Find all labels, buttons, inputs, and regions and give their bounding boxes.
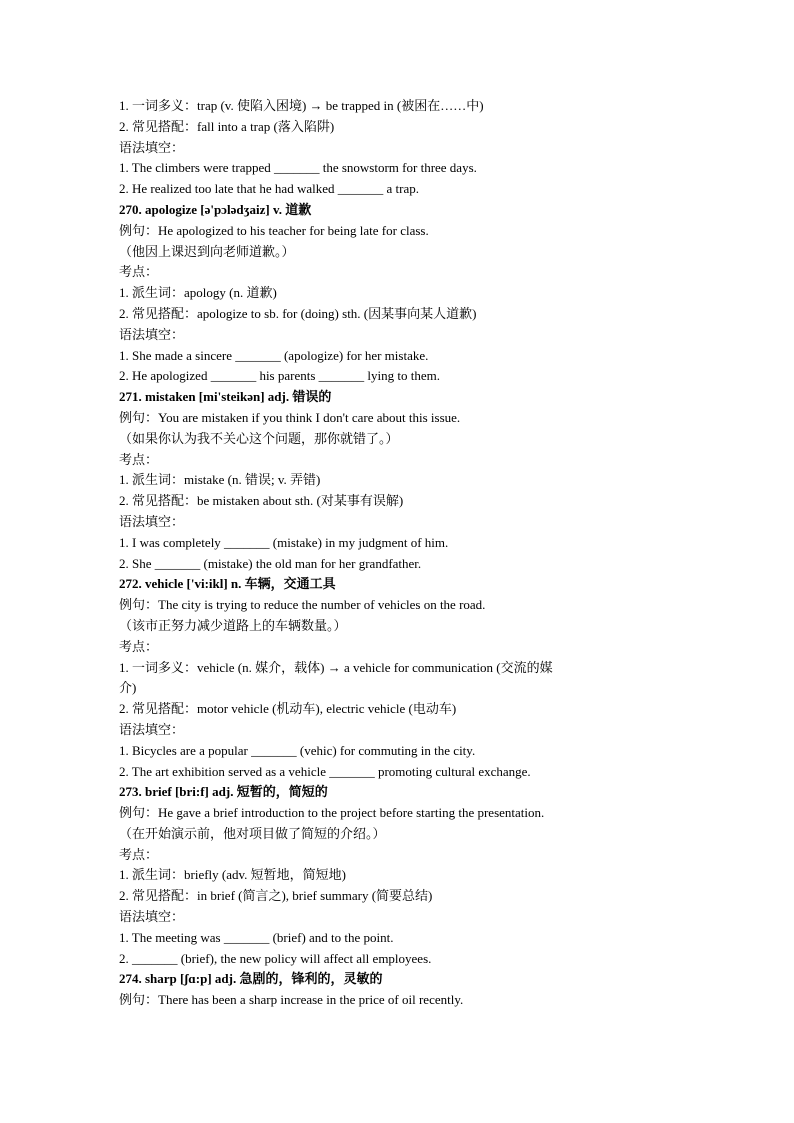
document-page [119,96,679,1011]
text-line: 考点： [119,638,159,654]
text-line: 1. The climbers were trapped _______ the snowstorm for three days. [119,160,477,176]
text-line: 2. 常见搭配：in brief (简言之), brief summary (简要总结) [119,888,433,904]
text-line: 考点： [119,451,159,467]
text-line: 例句：He apologized to his teacher for being late for class. [119,222,429,238]
text-line: 例句：You are mistaken if you think I don't care about this issue. [119,409,461,425]
text-line: 1. 一词多义：vehicle (n. 媒介，载体) → a vehicle for communication (交流的媒 [119,659,553,675]
text-line: 语法填空： [119,139,185,155]
text-line: （该市正努力减少道路上的车辆数量。） [119,617,347,633]
text-line: 2. 常见搭配：apologize to sb. for (doing) sth. (因某事向某人道歉) [119,305,477,321]
text-line: 介) [119,680,137,696]
text-line: 1. 派生词：briefly (adv. 短暂地，简短地) [119,867,346,883]
text-line: 语法填空： [119,721,185,737]
text-line: 考点： [119,264,159,280]
text-line: 例句：He gave a brief introduction to the project before starting the presentation. [119,805,545,821]
text-line: 2. The art exhibition served as a vehicle _______ promoting cultural exchange. [119,763,531,779]
text-line: 2. She _______ (mistake) the old man for her grandfather. [119,555,422,571]
text-line: 2. He realized too late that he had walked _______ a trap. [119,181,419,197]
text-line: 语法填空： [119,326,185,342]
text-line: 2. He apologized _______ his parents _______ lying to them. [119,368,440,384]
text-line: （如果你认为我不关心这个问题，那你就错了。） [119,430,399,446]
entry-heading: 274. sharp [ʃɑ:p] adj. 急剧的，锋利的，灵敏的 [119,971,383,987]
entry-heading: 271. mistaken [mi'steikən] adj. 错误的 [119,389,332,405]
text-line: 1. 一词多义：trap (v. 使陷入困境) → be trapped in (被困在……中) [119,98,484,113]
text-line: 语法填空： [119,909,185,925]
text-line: 1. The meeting was _______ (brief) and to the point. [119,929,394,945]
text-line: 1. 派生词：apology (n. 道歉) [119,285,277,301]
text-line: 例句：The city is trying to reduce the number of vehicles on the road. [119,597,486,613]
text-line: 2. 常见搭配：be mistaken about sth. (对某事有误解) [119,493,404,509]
text-line: 语法填空： [119,513,185,529]
entry-heading: 273. brief [bri:f] adj. 短暂的，简短的 [119,784,328,800]
text-line: 1. I was completely _______ (mistake) in my judgment of him. [119,534,449,550]
text-line: 2. 常见搭配：fall into a trap (落入陷阱) [119,118,335,134]
text-line: 1. 派生词：mistake (n. 错误; v. 弄错) [119,472,321,488]
entry-heading: 270. apologize [ə'pɔlədʒaiz] v. 道歉 [119,201,312,217]
entry-heading: 272. vehicle ['vi:ikl] n. 车辆，交通工具 [119,576,336,592]
text-line: 2. 常见搭配：motor vehicle (机动车), electric vehicle (电动车) [119,701,457,717]
text-line: 例句：There has been a sharp increase in the price of oil recently. [119,992,464,1008]
text-line: 考点： [119,846,159,862]
text-line: 1. She made a sincere _______ (apologize) for her mistake. [119,347,429,363]
text-line: 2. _______ (brief), the new policy will affect all employees. [119,950,432,966]
text-line: （在开始演示前，他对项目做了简短的介绍。） [119,825,386,841]
text-line: （他因上课迟到向老师道歉。） [119,243,295,259]
text-line: 1. Bicycles are a popular _______ (vehic) for commuting in the city. [119,742,476,758]
